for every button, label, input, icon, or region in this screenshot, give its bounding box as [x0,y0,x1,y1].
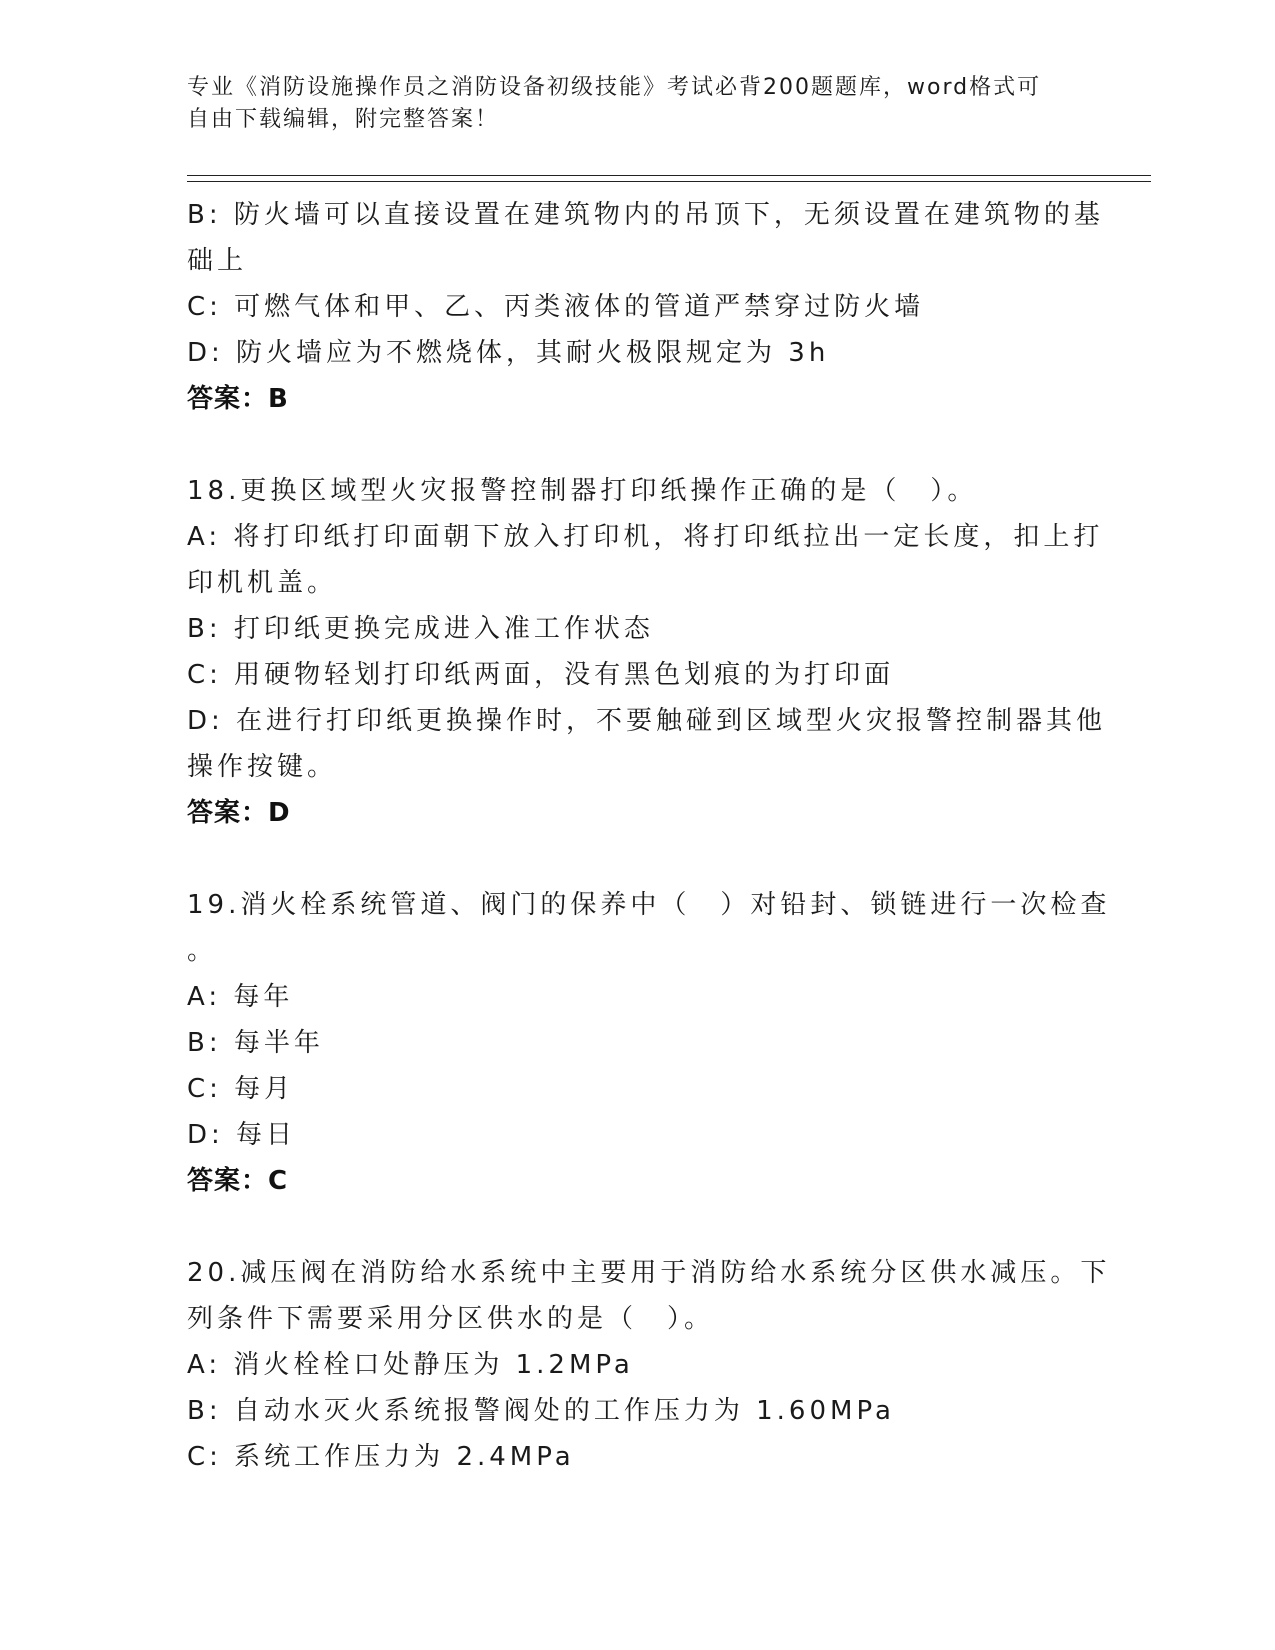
question-19 [187,882,1111,1204]
header-divider-top [187,175,1151,176]
option-b-continued: 础上 [187,246,248,276]
question-stem: 19.消火栓系统管道、阀门的保养中（ ）对铅封、锁链进行一次检查 [187,890,1111,920]
header-divider-bottom [187,181,1151,182]
option-a-continued: 印机机盖。 [187,568,338,598]
answer-line: 答案：B [187,384,289,414]
document-header [187,72,1067,136]
option-a: A: 将打印纸打印面朝下放入打印机，将打印纸拉出一定长度，扣上打 [187,522,1104,552]
option-c: C: 每月 [187,1074,295,1104]
option-d: D: 防火墙应为不燃烧体，其耐火极限规定为 3h [187,338,830,368]
answer-line: 答案：D [187,798,291,828]
option-c: C: 用硬物轻划打印纸两面，没有黑色划痕的为打印面 [187,660,895,690]
option-c: C: 可燃气体和甲、乙、丙类液体的管道严禁穿过防火墙 [187,292,925,322]
option-b: B: 打印纸更换完成进入准工作状态 [187,614,654,644]
header-line-2: 自由下载编辑，附完整答案！ [187,107,500,132]
option-c: C: 系统工作压力为 2.4MPa [187,1442,575,1472]
question-stem: 18.更换区域型火灾报警控制器打印纸操作正确的是（ ）。 [187,476,978,506]
option-a: A: 消火栓栓口处静压为 1.2MPa [187,1350,634,1380]
question-stem-continued: 列条件下需要采用分区供水的是（ ）。 [187,1304,715,1334]
question-stem: 20.减压阀在消防给水系统中主要用于消防给水系统分区供水减压。下 [187,1258,1111,1288]
option-a: A: 每年 [187,982,294,1012]
option-d-continued: 操作按键。 [187,752,338,782]
option-b: B: 自动水灭火系统报警阀处的工作压力为 1.60MPa [187,1396,895,1426]
spacer [187,422,1067,468]
spacer [187,1204,1067,1250]
question-stem-continued: 。 [187,936,218,966]
question-18 [187,468,1107,836]
question-20 [187,1250,1111,1480]
spacer [187,836,1067,882]
header-line-1: 专业《消防设施操作员之消防设备初级技能》考试必背200题题库，word格式可 [187,75,1042,100]
answer-line: 答案：C [187,1166,289,1196]
question-17-continued [187,192,1104,422]
option-d: D: 在进行打印纸更换操作时，不要触碰到区域型火灾报警控制器其他 [187,706,1107,736]
option-b: B: 防火墙可以直接设置在建筑物内的吊顶下，无须设置在建筑物的基 [187,200,1104,230]
question-content [187,192,1111,1480]
option-b: B: 每半年 [187,1028,324,1058]
option-d: D: 每日 [187,1120,297,1150]
